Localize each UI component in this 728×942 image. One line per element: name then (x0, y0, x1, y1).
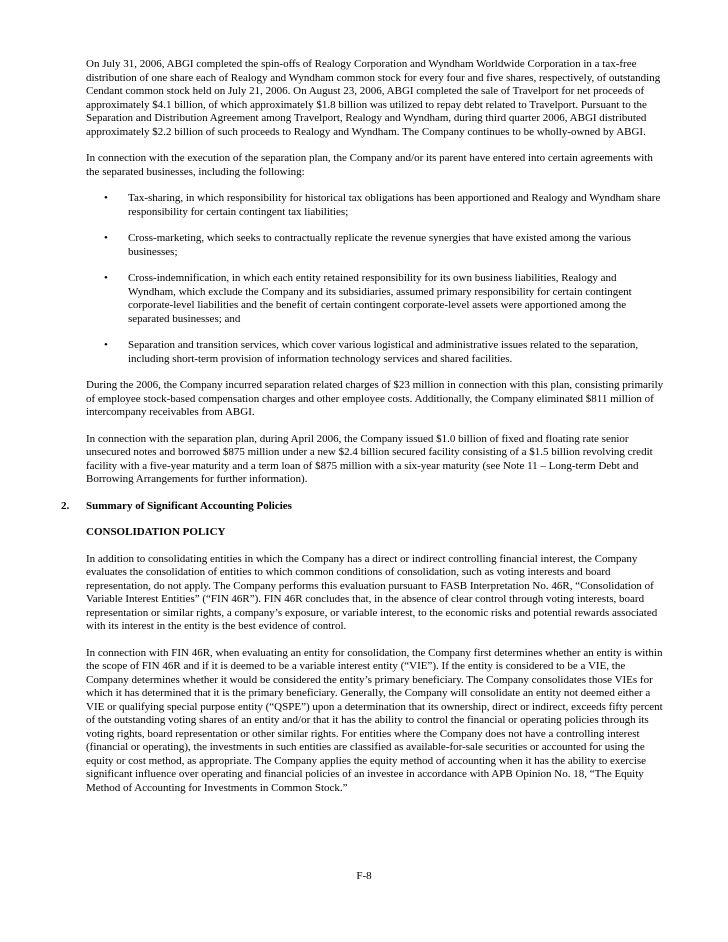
list-item (86, 272, 666, 326)
list-item-text: Tax-sharing, in which responsibility for historical tax obligations has been apportioned and Realogy and Wyndham share responsibility for certain contingent tax liabilities; (128, 192, 661, 218)
bullet-marker: • (104, 232, 108, 244)
subsection-heading: CONSOLIDATION POLICY (86, 526, 226, 538)
paragraph-fin46r-vie: In connection with FIN 46R, when evaluating an entity for consolidation, the Company first determines whether an entity is within the scope of FIN 46R and if it is deemed to be a variable interest entity (“VIE”). If the entity is considered to be a VIE, the Company determines whether it would be considered the entity’s primary beneficiary. The Company consolidates those VIEs for which it has determined that it is the primary beneficiary. Generally, the Company will consolidate an entity not deemed either a VIE or qualifying special purpose entity (“QSPE”) upon a determination that its ownership, direct or indirect, exceeds fifty percent of the outstanding voting shares of an entity and/or that it has the ability to control the financial or operating policies through its voting rights, board representation or other similar rights. For entities where the Company does not have a controlling interest (financial or operating), the investments in such entities are classified as available-for-sale securities or accounted for using the equity or cost method, as appropriate. The Company applies the equity method of accounting when it has the ability to exercise significant influence over operating and financial policies of an investee in accordance with APB Opinion No. 18, “The Equity Method of Accounting for Investments in Common Stock.” (86, 646, 663, 794)
list-item-text: Cross-indemnification, in which each entity retained responsibility for its own business liabilities, Realogy and Wyndham, which exclude the Company and its subsidiaries, assumed primary responsibility for certain contingent corporate-level liabilities and the benefit of certain contingent corporate-level assets were apportioned among the separated businesses; and (128, 272, 632, 325)
paragraph-separation-charges: During the 2006, the Company incurred separation related charges of $23 million in connection with this plan, consisting primarily of employee stock-based compensation charges and other employee costs. Additionally, the Company eliminated $811 million of intercompany receivables from ABGI. (86, 379, 664, 418)
bullet-marker: • (104, 339, 108, 351)
section-heading (61, 499, 666, 514)
agreements-list (86, 192, 666, 366)
paragraph-consolidation-evaluation: In addition to consolidating entities in which the Company has a direct or indirect controlling financial interest, the Company evaluates the consolidation of entities to which common conditions of consolidation, such as voting interests and board representation, do not apply. The Company performs this evaluation pursuant to FASB Interpretation No. 46R, “Consolidation of Variable Interest Entities” (“FIN 46R”). FIN 46R concludes that, in the absence of clear control through voting interests, board representation or similar rights, a company’s exposure, or variable interest, to the economic risks and potential rewards associated with its interest in the entity is the best evidence of control. (86, 552, 658, 632)
list-item (86, 339, 666, 366)
list-item-text: Separation and transition services, which cover various logistical and administrative issues related to the separation, including short-term provision of information technology services and shared facilities. (128, 339, 639, 365)
list-item (86, 192, 666, 219)
list-item-text: Cross-marketing, which seeks to contractually replicate the revenue synergies that have existed among the various businesses; (128, 232, 631, 258)
bullet-marker: • (104, 272, 108, 284)
page-number: F-8 (356, 870, 372, 882)
section-title: Summary of Significant Accounting Policies (86, 499, 292, 512)
list-item (86, 232, 666, 259)
bullet-marker: • (104, 192, 108, 204)
page-content (61, 58, 666, 808)
paragraph-separation-agreements: In connection with the execution of the separation plan, the Company and/or its parent have entered into certain agreements with the separated businesses, including the following: (86, 152, 653, 178)
paragraph-spin-offs: On July 31, 2006, ABGI completed the spin-offs of Realogy Corporation and Wyndham Worldwide Corporation in a tax-free distribution of one share each of Realogy and Wyndham common stock for every four and five shares, respectively, of outstanding Cendant common stock held on July 21, 2006. On August 23, 2006, ABGI completed the sale of Travelport for net proceeds of approximately $4.1 billion, of which approximately $1.8 billion was utilized to repay debt related to Travelport. Pursuant to the Separation and Distribution Agreement among Travelport, Realogy and Wyndham, during third quarter 2006, ABGI distributed approximately $2.2 billion of such proceeds to Realogy and Wyndham. The Company continues to be wholly-owned by ABGI. (86, 58, 661, 138)
section-number: 2. (61, 499, 70, 512)
paragraph-debt-issuance: In connection with the separation plan, during April 2006, the Company issued $1.0 billion of fixed and floating rate senior unsecured notes and borrowed $875 million under a new $2.4 billion secured facility consisting of a $1.5 billion revolving credit facility with a five-year maturity and a term loan of $875 million with a six-year maturity (see Note 11 – Long-term Debt and Borrowing Arrangements for further information). (86, 432, 653, 485)
